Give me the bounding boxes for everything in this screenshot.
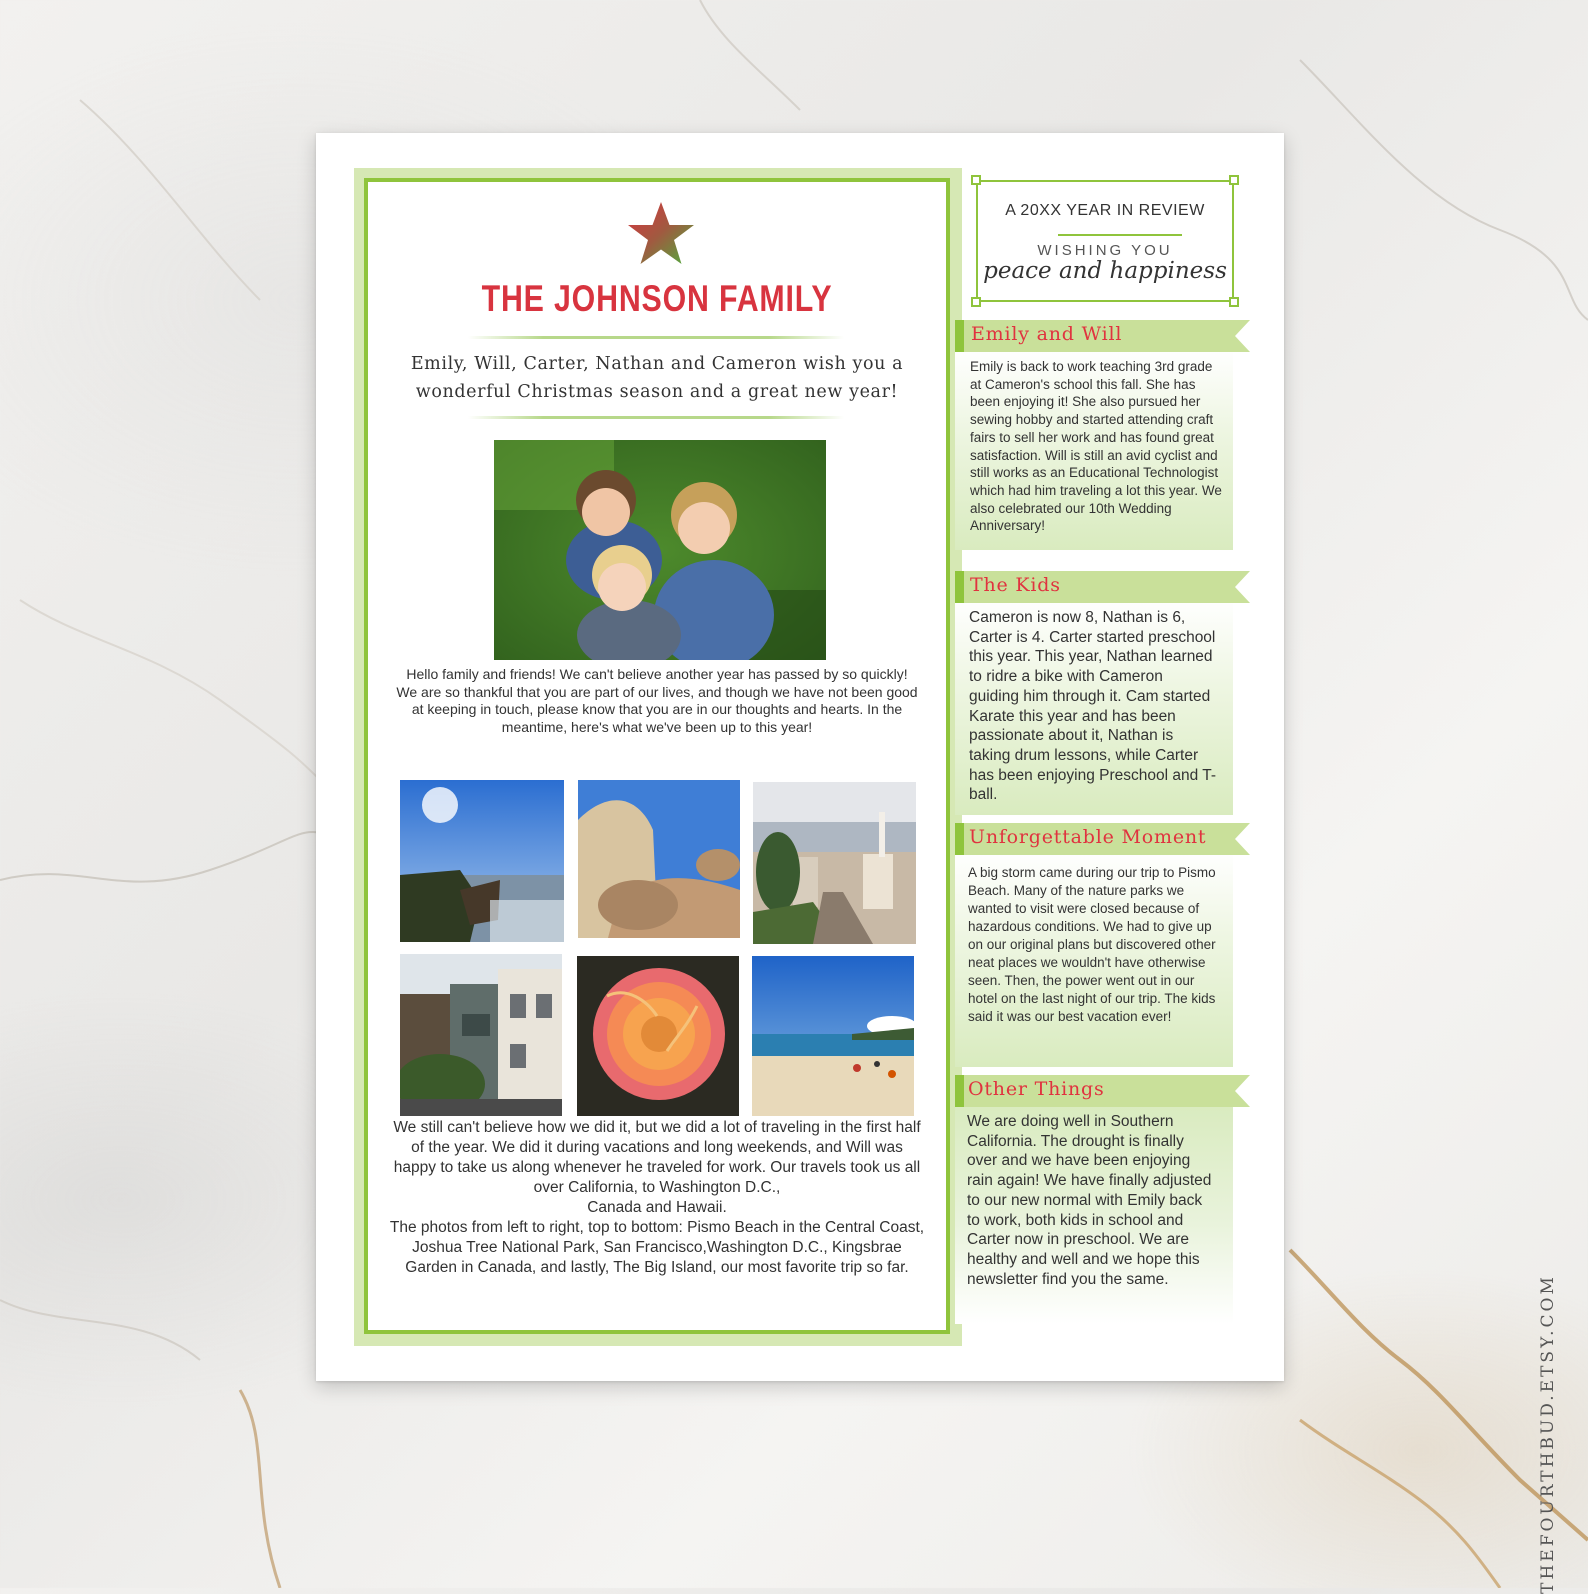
badge-corner — [1229, 297, 1239, 307]
section-text-unforgettable-moment: A big storm came during our trip to Pismo Beach. Many of the nature parks we wanted to visit were closed because of hazardous conditions. We had to give up on our original plans but discovered other neat places we wouldn't have otherwise seen. Then, the power went out in our hotel on the last night of our trip. The kids said it was our best vacation ever! — [968, 865, 1216, 1024]
photo-big-island — [752, 956, 914, 1116]
star-icon — [626, 200, 696, 266]
intro-text: Hello family and friends! We can't believe another year has passed by so quickly! We are so thankful that you are part of our lives, and though we have not been good at keeping in touch, please know that you are in our thoughts and hearts. In the meantime, here's what we've been up to this year! — [396, 666, 918, 735]
photo-washington-dc — [400, 954, 562, 1116]
greeting-divider — [468, 416, 844, 419]
photo-kingsbrae-garden — [577, 956, 739, 1116]
travel-text: We still can't believe how we did it, but we did a lot of traveling in the first half of the year. We did it during vacations and long weekends, and Will was happy to take us along whenever he traveled for work. Our travels took us all over California, to Washington D.C., Canada and Hawaii. The photos from left to right, top to bottom: Pismo Beach in the Central Coast, Joshua Tree National Park, San Francisco,Washington D.C., Kingsbrae Garden in Canada, and lastly, The Big Island, our most favorite trip so far. — [389, 1119, 925, 1276]
section-text-other-things: We are doing well in Southern California. The drought is finally over and we have been enjoying rain again! We have finally adjusted to our new normal with Emily back to work, both kids in school and Carter now in preschool. We are healthy and well and we hope this newsletter find you the same. — [967, 1113, 1212, 1288]
section-title-unforgettable-moment: Unforgettable Moment — [969, 826, 1207, 848]
badge-year-in-review: A 20XX YEAR IN REVIEW — [1005, 202, 1205, 219]
badge-corner — [1229, 175, 1239, 185]
family-title: THE JOHNSON FAMILY — [481, 278, 833, 319]
badge-peace-and-happiness: peace and happiness — [983, 258, 1227, 284]
photo-pismo-beach — [400, 780, 564, 942]
section-title-other-things: Other Things — [968, 1078, 1105, 1100]
photo-joshua-tree — [578, 780, 740, 938]
section-title-emily-and-will: Emily and Will — [971, 323, 1123, 345]
photo-san-francisco — [753, 782, 916, 944]
badge-wishing-you: WISHING YOU — [1037, 242, 1173, 259]
section-text-the-kids: Cameron is now 8, Nathan is 6, Carter is 4. Carter started preschool this year. This year, Nathan learned to ridre a bike with Cameron guiding him through it. Cam started Karate this year and has been passionate about it, Nathan is taking drum lessons, while Carter has been enjoying Preschool and T-ball. — [969, 609, 1217, 804]
section-text-emily-and-will: Emily is back to work teaching 3rd grade at Cameron's school this fall. She has been enjoying it! She also pursued her sewing hobby and started attending craft fairs to sell her work and has found great satisfaction. Will is still an avid cyclist and still works as an Educational Technologist which had him traveling a lot this year. We also celebrated our 10th Wedding Anniversary! — [970, 359, 1222, 534]
badge-corner — [971, 175, 981, 185]
etsy-watermark: THEFOURTHBUD.ETSY.COM — [1538, 1274, 1558, 1594]
badge-corner — [971, 297, 981, 307]
title-divider — [468, 336, 844, 339]
section-title-the-kids: The Kids — [970, 574, 1061, 596]
badge-divider — [1058, 234, 1182, 236]
greeting-text: Emily, Will, Carter, Nathan and Cameron wish you a wonderful Christmas season and a great new year! — [410, 354, 904, 402]
family-photo — [494, 440, 826, 660]
